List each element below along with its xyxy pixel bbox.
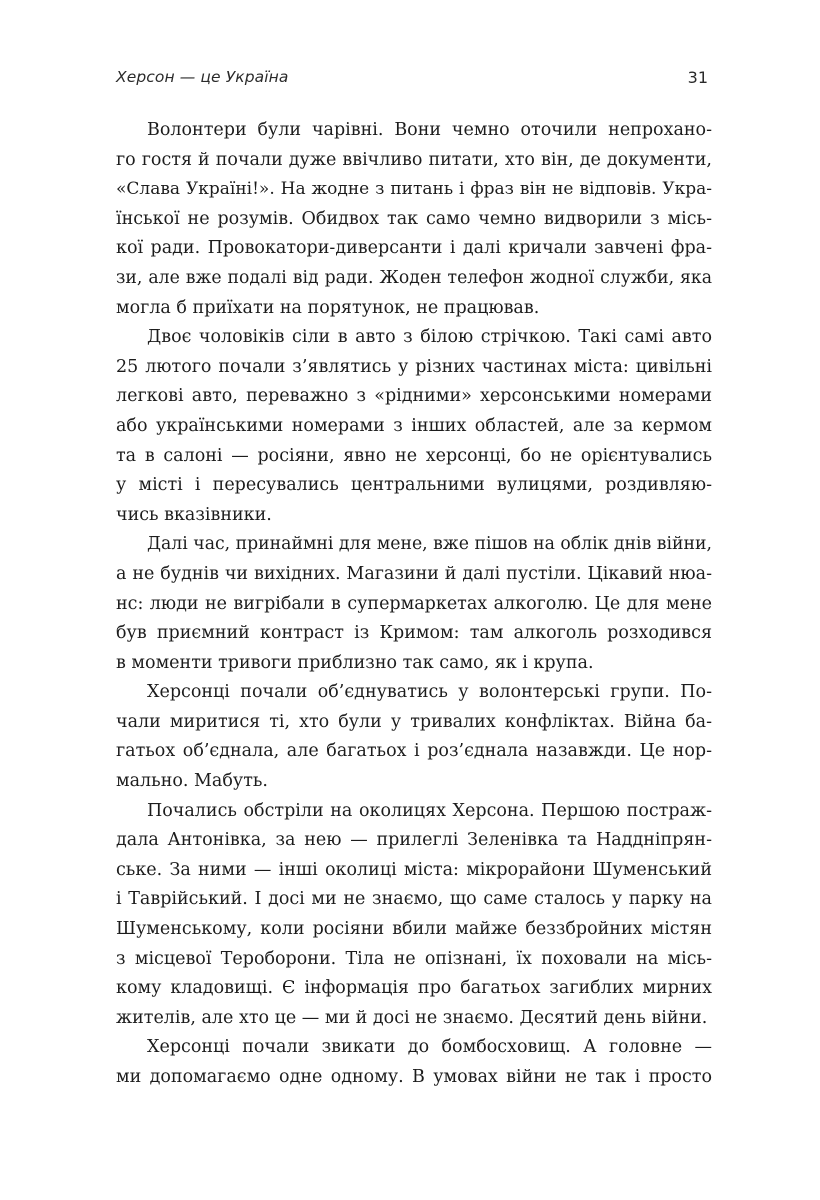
text-line: а не буднів чи вихідних. Магазини й далі пустіли. Цікавий нюа- (116, 563, 712, 584)
text-line: Херсонці почали об’єднуватись у волонтерські групи. По- (147, 682, 712, 703)
text-line: їнської не розумів. Обидвох так само чемно видворили з місь- (116, 208, 712, 229)
text-line: Двоє чоловіків сіли в авто з білою стрічкою. Такі самі авто (147, 327, 712, 348)
text-line: у місті і пересувались центральними вулицями, роздивляю- (116, 475, 712, 496)
text-line: кому кладовищі. Є інформація про багатьох загиблих мирних (116, 978, 712, 999)
text-line: гатьох об’єднала, але багатьох і роз’єднала назавжди. Це нор- (116, 741, 712, 762)
text-line: легкові авто, переважно з «рідними» херсонськими номерами (116, 386, 712, 407)
text-line: в моменти тривоги приблизно так само, як і крупа. (116, 652, 594, 673)
text-line: Волонтери були чарівні. Вони чемно оточили непрохано- (147, 120, 712, 140)
text-line: жителів, але хто це — ми й досі не знаємо. Десятий день війни. (116, 1007, 708, 1028)
text-line: Почались обстріли на околицях Херсона. Першою постраж- (147, 800, 712, 821)
text-line: 25 лютого почали з’являтись у різних частинах міста: цивільні (116, 356, 712, 377)
running-head (116, 68, 708, 92)
text-line: зи, але вже подалі від ради. Жоден телефон жодної служби, яка (116, 267, 712, 288)
text-line: «Слава Україні!». На жодне з питань і фраз він не відповів. Укра- (116, 179, 712, 200)
text-line: го гостя й почали дуже ввічливо питати, хто він, де документи, (116, 149, 712, 170)
text-line: дала Антонівка, за нею — прилеглі Зеленівка та Наддніпрян- (116, 830, 712, 851)
text-line: та в салоні — росіяни, явно не херсонці, бо не орієнтувались (116, 445, 712, 466)
text-line: ми допомагаємо одне одному. В умовах війни не так і просто (116, 1067, 712, 1087)
text-line: або українськими номерами з інших областей, але за кермом (116, 415, 712, 436)
running-head-title: Херсон — це Україна (116, 68, 289, 86)
text-line: Шуменському, коли росіяни вбили майже беззбройних містян (116, 919, 712, 940)
text-line: з місцевої Тероборони. Тіла не опізнані, їх поховали на місь- (116, 948, 712, 969)
text-line: могла б приїхати на порятунок, не працював. (116, 297, 540, 318)
text-line: кої ради. Провокатори-диверсанти і далі кричали завчені фра- (116, 238, 712, 259)
text-line: мально. Мабуть. (116, 771, 268, 792)
body-text (116, 116, 712, 1093)
text-line: нс: люди не вигрібали в супермаркетах алкоголю. Це для мене (116, 593, 712, 614)
text-line: ське. За ними — інші околиці міста: мікрорайони Шуменський (116, 859, 712, 880)
text-line: був приємний контраст із Кримом: там алкоголь розходився (116, 623, 712, 644)
text-line: і Таврійський. І досі ми не знаємо, що саме сталось у парку на (116, 889, 712, 910)
text-line: чали миритися ті, хто були у тривалих конфліктах. Війна ба- (116, 711, 712, 732)
text-line: чись вказівники. (116, 504, 272, 525)
page-number: 31 (687, 68, 708, 87)
text-line: Херсонці почали звикати до бомбосховищ. А головне — (147, 1037, 712, 1058)
text-line: Далі час, принаймні для мене, вже пішов на облік днів війни, (147, 534, 712, 555)
